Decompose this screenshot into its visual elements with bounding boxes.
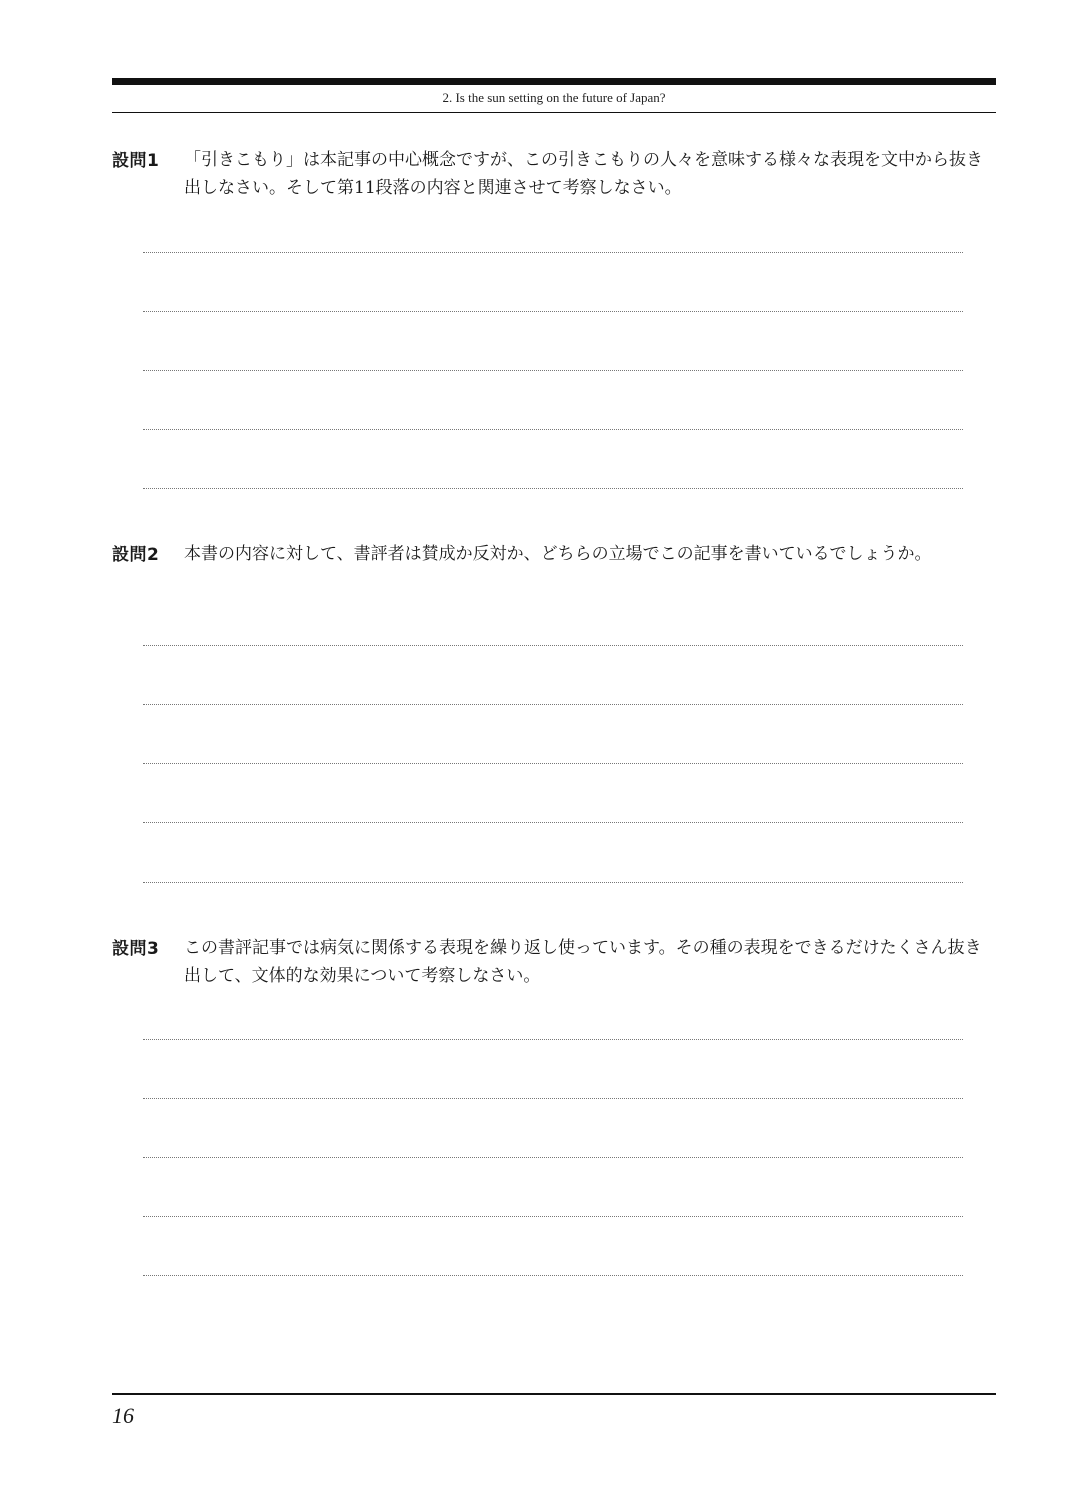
answer-line[interactable]	[143, 704, 963, 705]
answer-line[interactable]	[143, 1039, 963, 1040]
question-text: 「引きこもり」は本記事の中心概念ですが、この引きこもりの人々を意味する様々な表現を文中から抜き出しなさい。そして第11段落の内容と関連させて考察しなさい。	[184, 150, 983, 198]
answer-line[interactable]	[143, 252, 963, 253]
answer-line[interactable]	[143, 763, 963, 764]
question-text: この書評記事では病気に関係する表現を繰り返し使っています。その種の表現をできるだけたくさん抜き出して、文体的な効果について考察しなさい。	[184, 938, 982, 986]
answer-line[interactable]	[143, 1157, 963, 1158]
question-label: 設問1	[112, 151, 160, 171]
question-label: 設問3	[112, 939, 160, 959]
answer-line[interactable]	[143, 645, 963, 646]
answer-line[interactable]	[143, 311, 963, 312]
header-bottom-rule	[112, 112, 996, 113]
answer-line[interactable]	[143, 488, 963, 489]
answer-line[interactable]	[143, 882, 963, 883]
question-label: 設問2	[112, 545, 160, 565]
answer-line[interactable]	[143, 1275, 963, 1276]
header-top-rule	[112, 78, 996, 85]
answer-line[interactable]	[143, 1216, 963, 1217]
answer-line[interactable]	[143, 822, 963, 823]
question-text: 本書の内容に対して、書評者は賛成か反対か、どちらの立場でこの記事を書いているでしょうか。	[184, 544, 932, 564]
answer-line[interactable]	[143, 429, 963, 430]
running-header: 2. Is the sun setting on the future of Japan?	[442, 90, 666, 105]
answer-line[interactable]	[143, 1098, 963, 1099]
footer-rule	[112, 1393, 996, 1395]
page-number: 16	[112, 1403, 134, 1428]
answer-line[interactable]	[143, 370, 963, 371]
